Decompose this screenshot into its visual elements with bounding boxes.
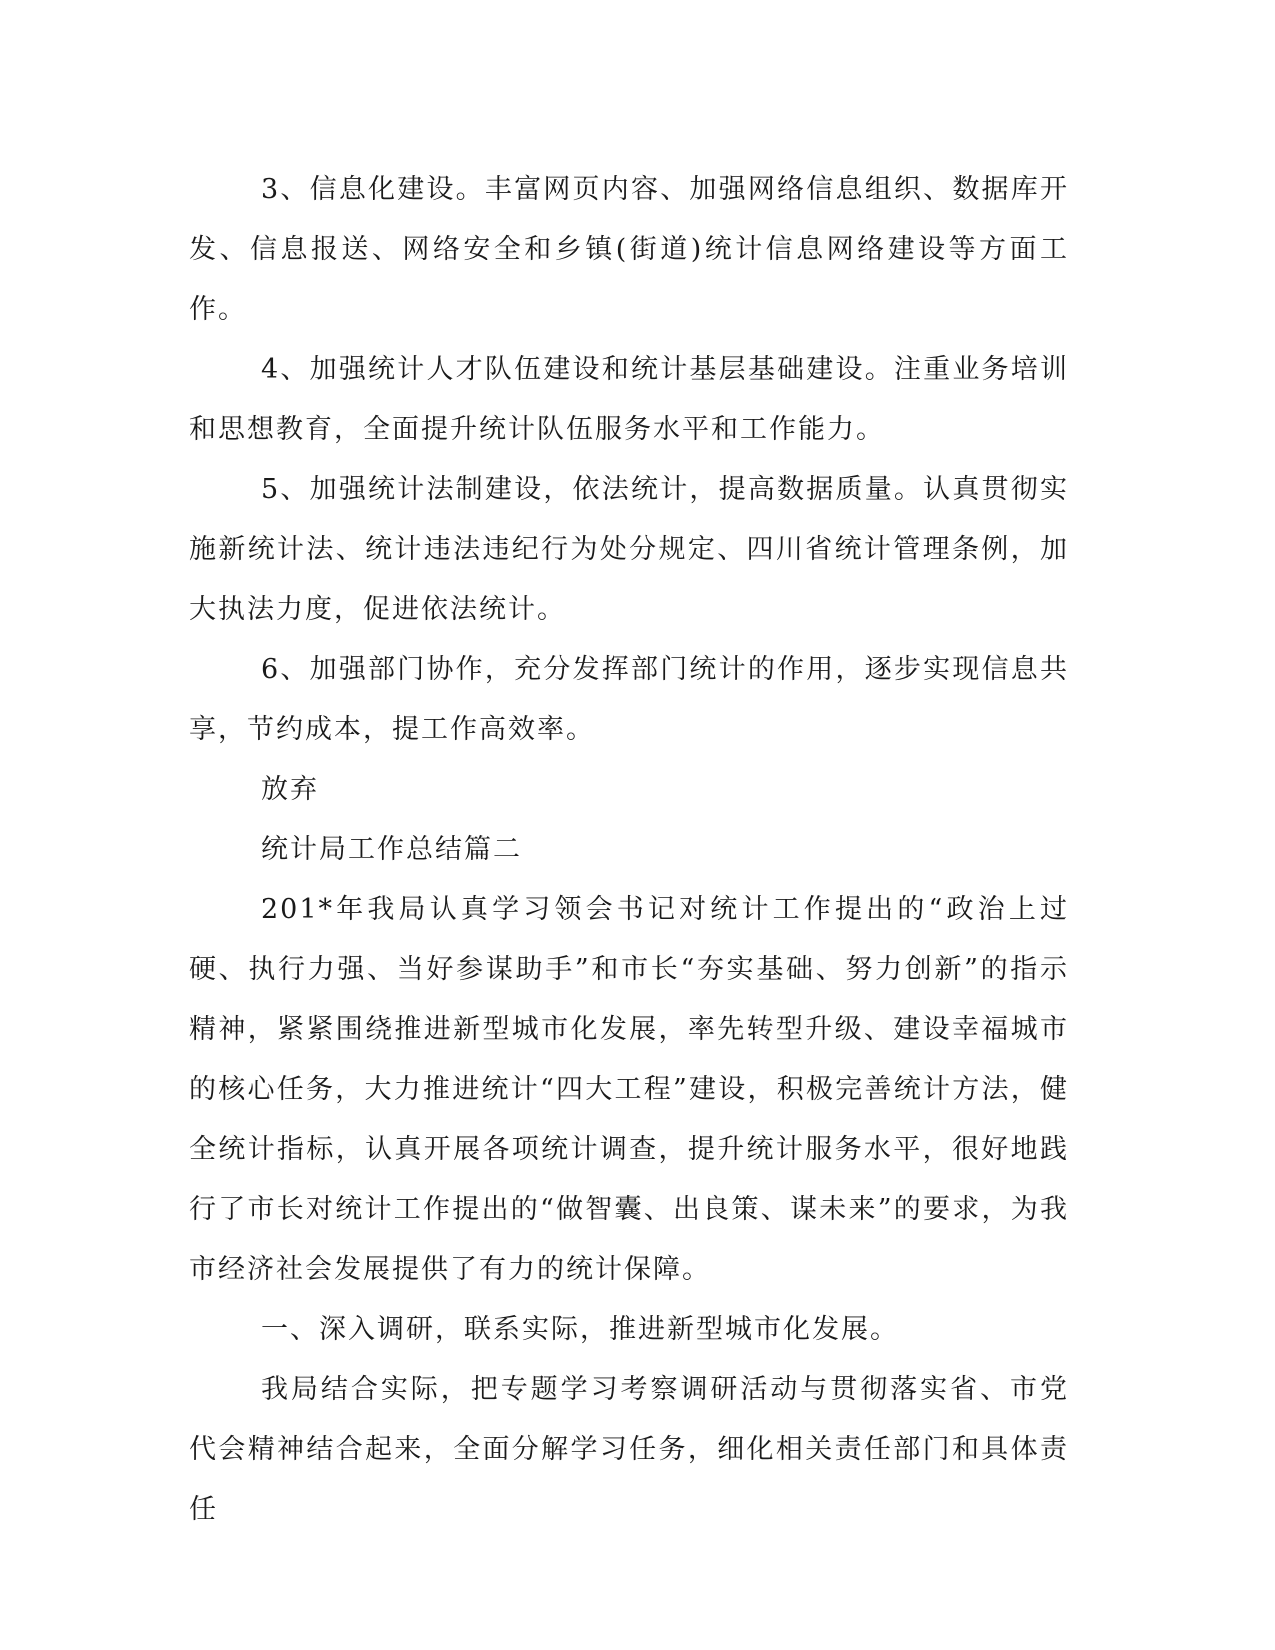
paragraph-item-6: 6、加强部门协作，充分发挥部门统计的作用，逐步实现信息共享，节约成本，提工作高效率。 bbox=[189, 654, 1069, 745]
paragraph-item-4: 4、加强统计人才队伍建设和统计基层基础建设。注重业务培训和思想教育，全面提升统计队伍服务水平和工作能力。 bbox=[189, 354, 1069, 445]
paragraph-item-5: 5、加强统计法制建设，依法统计，提高数据质量。认真贯彻实施新统计法、统计违法违纪行为处分规定、四川省统计管理条例，加大执法力度，促进依法统计。 bbox=[189, 474, 1069, 625]
section-heading: 统计局工作总结篇二 bbox=[261, 834, 522, 865]
document-body bbox=[189, 160, 1069, 1540]
paragraph-item-3: 3、信息化建设。丰富网页内容、加强网络信息组织、数据库开发、信息报送、网络安全和乡镇(街道)统计信息网络建设等方面工作。 bbox=[189, 174, 1069, 325]
paragraph-intro: 201*年我局认真学习领会书记对统计工作提出的“政治上过硬、执行力强、当好参谋助手”和市长“夯实基础、努力创新”的指示精神，紧紧围绕推进新型城市化发展，率先转型升级、建设幸福城市的核心任务，大力推进统计“四大工程”建设，积极完善统计方法，健全统计指标，认真开展各项统计调查，提升统计服务水平，很好地践行了市长对统计工作提出的“做智囊、出良策、谋未来”的要求，为我市经济社会发展提供了有力的统计保障。 bbox=[189, 894, 1069, 1285]
paragraph-research: 我局结合实际，把专题学习考察调研活动与贯彻落实省、市党代会精神结合起来，全面分解学习任务，细化相关责任部门和具体责任 bbox=[189, 1374, 1069, 1525]
subheading-one: 一、深入调研，联系实际，推进新型城市化发展。 bbox=[261, 1314, 899, 1345]
paragraph-abandon: 放弃 bbox=[261, 774, 319, 805]
